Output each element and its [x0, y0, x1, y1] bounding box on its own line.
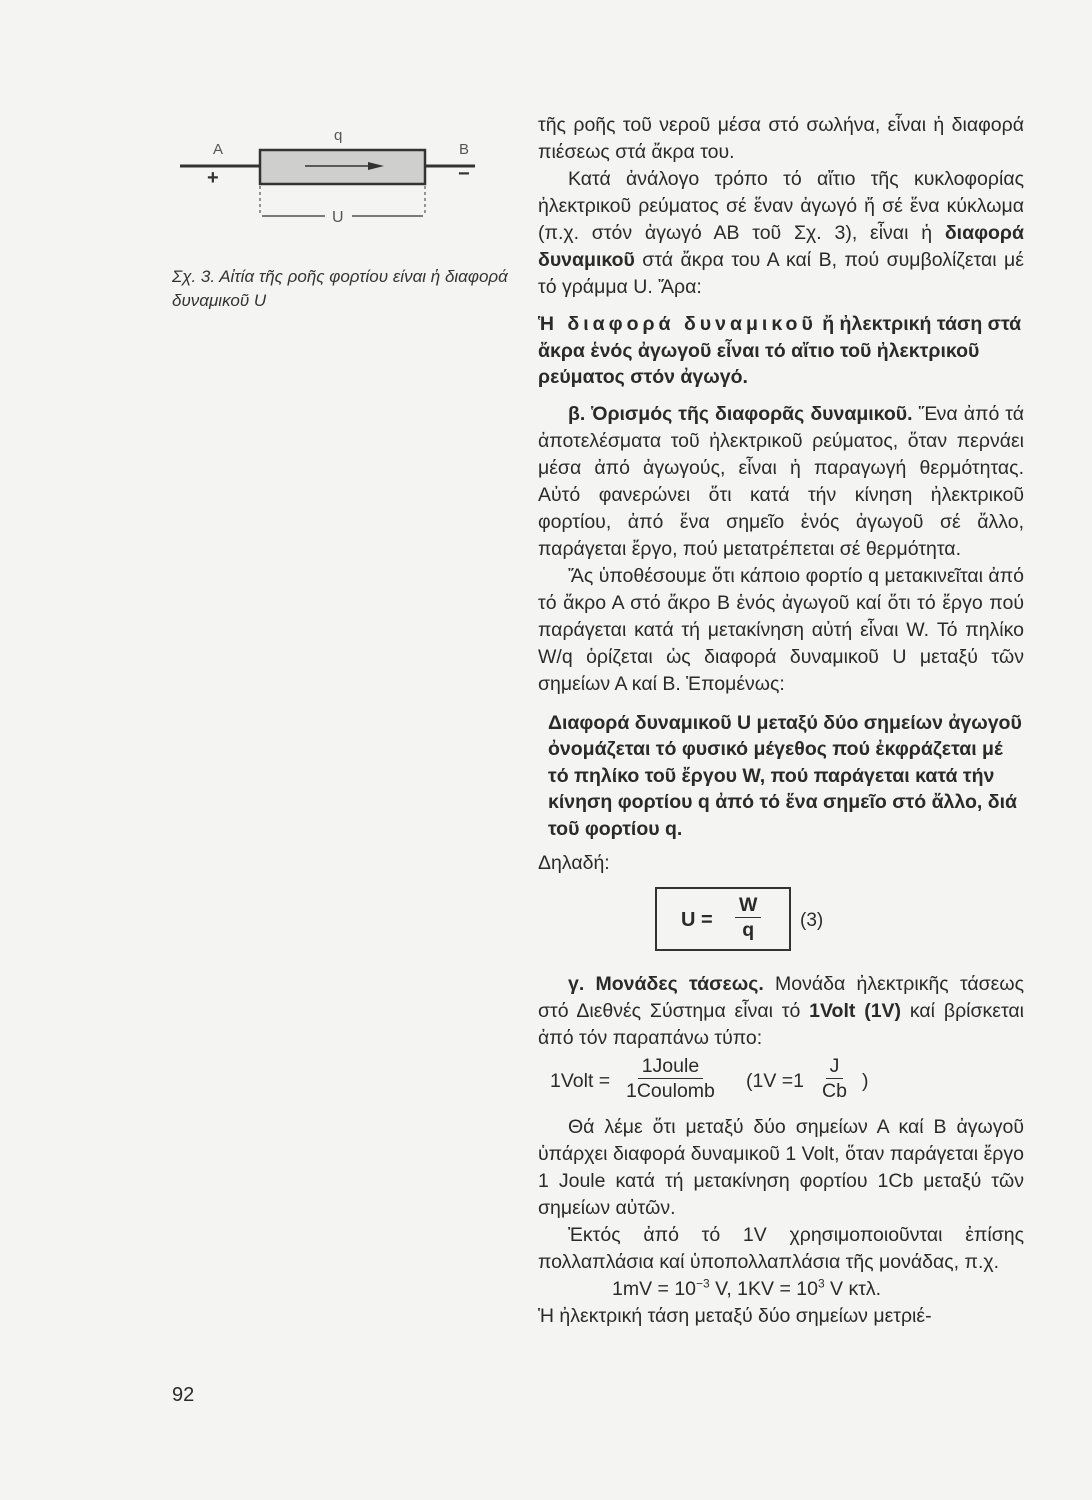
main-column [538, 112, 1024, 1330]
bold-term: διαφορά δυναμικοῦ [538, 222, 1024, 271]
heading-gamma: γ. Μονάδες τάσεως. [568, 973, 764, 995]
figure-caption: Σχ. 3. Αἰτία τῆς ροῆς φορτίου είναι ἡ διαφορά δυναμικοῦ U [172, 267, 508, 310]
volt-fraction-short: $\frac{J}{Cb}$ [822, 1055, 847, 1102]
units-line: $1mV = 10^{-3}$ V, $1KV = 10^3$ V κτλ. [612, 1276, 882, 1300]
definition-2: Διαφορά δυναμικοῦ U μεταξύ δύο σημείων ἀγωγοῦ ὀνομάζεται τό φυσικό μέγεθος πού ἐκφράζεται μέ τό πηλίκο τοῦ ἔργου W, πού παράγεται κατά τήν κίνηση φορτίου q ἀπό τό ἕνα σημεῖο στό ἄλλο, διά τοῦ φορτίου q. [548, 711, 1022, 840]
label-a: A [213, 141, 224, 158]
paragraph-1: τῆς ροῆς τοῦ νεροῦ μέσα στό σωλήνα, εἶναι ἡ διαφορά πιέσεως στά ἄκρα του. [538, 114, 1024, 163]
formula-3 [538, 887, 1024, 965]
paragraph-3: β. Ὁρισμός τῆς διαφορᾶς δυναμικοῦ. Ἕνα ἀπό τά ἀποτελέσματα τοῦ ἠλεκτρικοῦ ρεύματος, ὅταν περνάει μέσα ἀπό ἀγωγούς, εἶναι ἡ παραγωγή θερμότητας. Αὐτό φανερώνει ὅτι κατά τήν κίνηση ἠλεκτρικοῦ φορτίου, ἀπό ἕνα σημεῖο ἑνός ἀγωγοῦ σέ ἄλλο, παράγεται ἔργο, πού μετατρέπεται σέ θερμότητα. [538, 402, 1024, 560]
plus-sign: + [207, 167, 219, 189]
paragraph-7: Ἐκτός ἀπό τό 1V χρησιμοποιοῦνται ἐπίσης πολλαπλάσια καί ὑποπολλαπλάσια τῆς μονάδας, π.χ. [538, 1224, 1024, 1273]
volt-fraction: 1Joule 1Coulomb [626, 1055, 715, 1102]
formula-lhs: U = [681, 909, 713, 931]
formula-box [655, 887, 791, 951]
paragraph-8: Ἡ ἠλεκτρική τάση μεταξύ δύο σημείων μετριέ- [538, 1305, 932, 1327]
paragraph-6: Θά λέμε ὅτι μεταξύ δύο σημείων Α καί Β ἀγωγοῦ ὑπάρχει διαφορά δυναμικοῦ 1 Volt, ὅταν παράγεται ἔργο 1 Joule κατά τή μετακίνηση φορτίου 1Cb μεταξύ τῶν σημείων αὐτῶν. [538, 1116, 1024, 1219]
equation-number: (3) [800, 910, 824, 931]
label-b: B [459, 141, 470, 158]
page-number: 92 [172, 1384, 195, 1406]
conductor-diagram [170, 118, 500, 228]
paragraph-4: Ἄς ὑποθέσουμε ὅτι κάποιο φορτίο q μετακινεῖται ἀπό τό ἄκρο Α στό ἄκρο Β ἑνός ἀγωγοῦ καί ὅτι τό ἔργο πού παράγεται κατά τή μετακίνηση αὐτή εἶναι W. Τό πηλίκο W/q ὁρίζεται ὡς διαφορά δυναμικοῦ U μεταξύ τῶν σημείων Α καί Β. Ἑπομένως: [538, 564, 1024, 695]
definition-1: Ἡ διαφορά δυναμικοῦ ἤ ἠλεκτρική τάση στά ἄκρα ἑνός ἀγωγοῦ εἶναι τό αἴτιο τοῦ ἠλεκτρικοῦ ρεύματος στόν ἀγωγό. [538, 313, 1022, 388]
formula-fraction: $\frac{W}{q}$ [735, 893, 761, 942]
label-q: q [334, 127, 343, 144]
paragraph-2: Κατά ἀνάλογο τρόπο τό αἴτιο τῆς κυκλοφορίας ἠλεκτρικοῦ ρεύματος σέ ἕναν ἀγωγό ἤ σέ ἕνα κύκλωμα (π.χ. στόν ἀγωγό ΑΒ τοῦ Σχ. 3), εἶναι ἡ διαφορά δυναμικοῦ στά ἄκρα του Α καί Β, πού συμβολίζεται μέ τό γράμμα U. Ἄρα: [538, 168, 1024, 298]
minus-sign: − [458, 163, 470, 185]
label-u: U [332, 209, 344, 226]
dilad-label: Δηλαδή: [538, 852, 610, 874]
paragraph-5: γ. Μονάδες τάσεως. Μονάδα ἠλεκτρικῆς τάσεως στό Διεθνές Σύστημα εἶναι τό 1Volt (1V) καί βρίσκεται ἀπό τόν παραπάνω τύπο: [538, 973, 1024, 1049]
figure-conductor [170, 118, 500, 228]
heading-beta: β. Ὁρισμός τῆς διαφορᾶς δυναμικοῦ. [568, 402, 913, 425]
formula-volt: 1Volt = 1Joule 1Coulomb (1V =1 $\frac{J}{Cb}$ ) [550, 1055, 869, 1102]
